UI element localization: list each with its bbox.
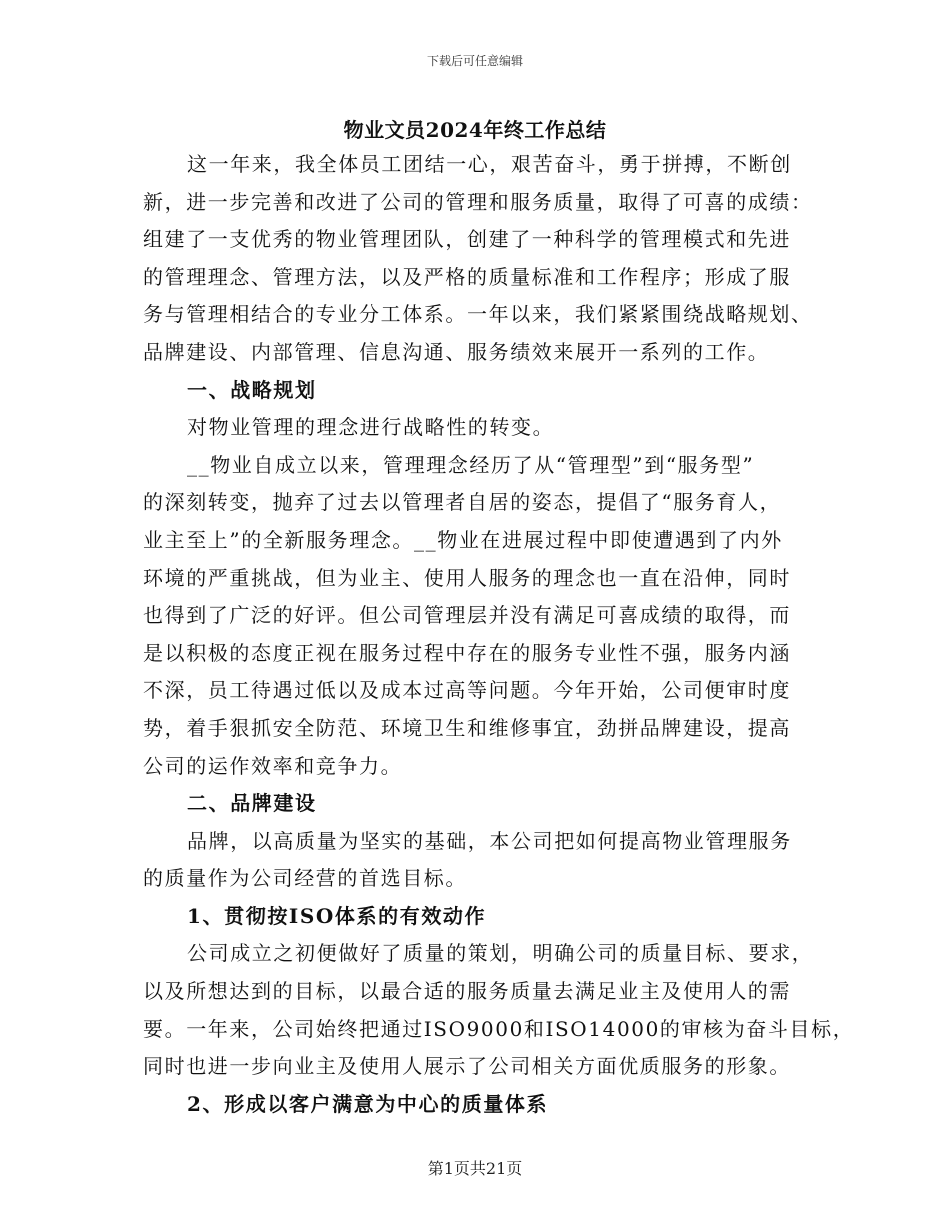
paragraph-line: 新，进一步完善和改进了公司的管理和服务质量，取得了可喜的成绩： xyxy=(143,189,813,214)
paragraph-line: 同时也进一步向业主及使用人展示了公司相关方面优质服务的形象。 xyxy=(143,1054,791,1079)
paragraph-line: 务与管理相结合的专业分工体系。一年以来，我们紧紧围绕战略规划、 xyxy=(143,302,813,327)
paragraph-line: 的管理理念、管理方法，以及严格的质量标准和工作程序；形成了服 xyxy=(143,264,791,289)
document-title: 物业文员2024年终工作总结 xyxy=(343,118,607,142)
section-heading-brand: 二、品牌建设 xyxy=(187,791,317,816)
paragraph-line: 是以积极的态度正视在服务过程中存在的服务专业性不强，服务内涵 xyxy=(143,640,791,665)
paragraph-line: 组建了一支优秀的物业管理团队，创建了一种科学的管理模式和先进 xyxy=(143,227,791,252)
paragraph-line: 这一年来，我全体员工团结一心，艰苦奋斗，勇于拼搏，不断创 xyxy=(187,152,792,176)
paragraph-line: 品牌建设、内部管理、信息沟通、服务绩效来展开一系列的工作。 xyxy=(143,339,770,364)
document-body xyxy=(143,146,855,1123)
page-footer: 第1页共21页 xyxy=(427,1159,523,1178)
paragraph-line: 要。一年来，公司始终把通过ISO9000和ISO14000的审核为奋斗目标， xyxy=(143,1016,855,1041)
paragraph-line: 对物业管理的理念进行战略性的转变。 xyxy=(187,415,555,440)
header-note: 下载后可任意编辑 xyxy=(426,54,523,68)
paragraph-line: 公司成立之初便做好了质量的策划，明确公司的质量目标、要求， xyxy=(187,941,814,966)
paragraph-line: 势，着手狠抓安全防范、环境卫生和维修事宜，劲拼品牌建设，提高 xyxy=(143,715,791,740)
paragraph-line: 不深，员工待遇过低以及成本过高等问题。今年开始，公司便审时度 xyxy=(143,678,791,703)
paragraph-line: 也得到了广泛的好评。但公司管理层并没有满足可喜成绩的取得，而 xyxy=(143,603,791,628)
paragraph-line: 的质量作为公司经营的首选目标。 xyxy=(143,866,467,891)
paragraph-line: __物业自成立以来，管理理念经历了从“管理型”到“服务型” xyxy=(187,452,755,477)
paragraph-line: 的深刻转变，抛弃了过去以管理者自居的姿态，提倡了“服务育人， xyxy=(143,490,782,515)
paragraph-line: 公司的运作效率和竞争力。 xyxy=(143,753,403,778)
subsection-heading-quality-system: 2、形成以客户满意为中心的质量体系 xyxy=(187,1091,549,1116)
paragraph-line: 业主至上”的全新服务理念。__物业在进展过程中即使遭遇到了内外 xyxy=(143,527,783,552)
subsection-heading-iso: 1、贯彻按ISO体系的有效动作 xyxy=(187,903,487,928)
paragraph-line: 以及所想达到的目标，以最合适的服务质量去满足业主及使用人的需 xyxy=(143,979,791,1004)
section-heading-strategy: 一、战略规划 xyxy=(187,377,317,402)
paragraph-line: 环境的严重挑战，但为业主、使用人服务的理念也一直在沿伸，同时 xyxy=(143,565,791,590)
paragraph-line: 品牌，以高质量为坚实的基础，本公司把如何提高物业管理服务 xyxy=(187,828,792,853)
